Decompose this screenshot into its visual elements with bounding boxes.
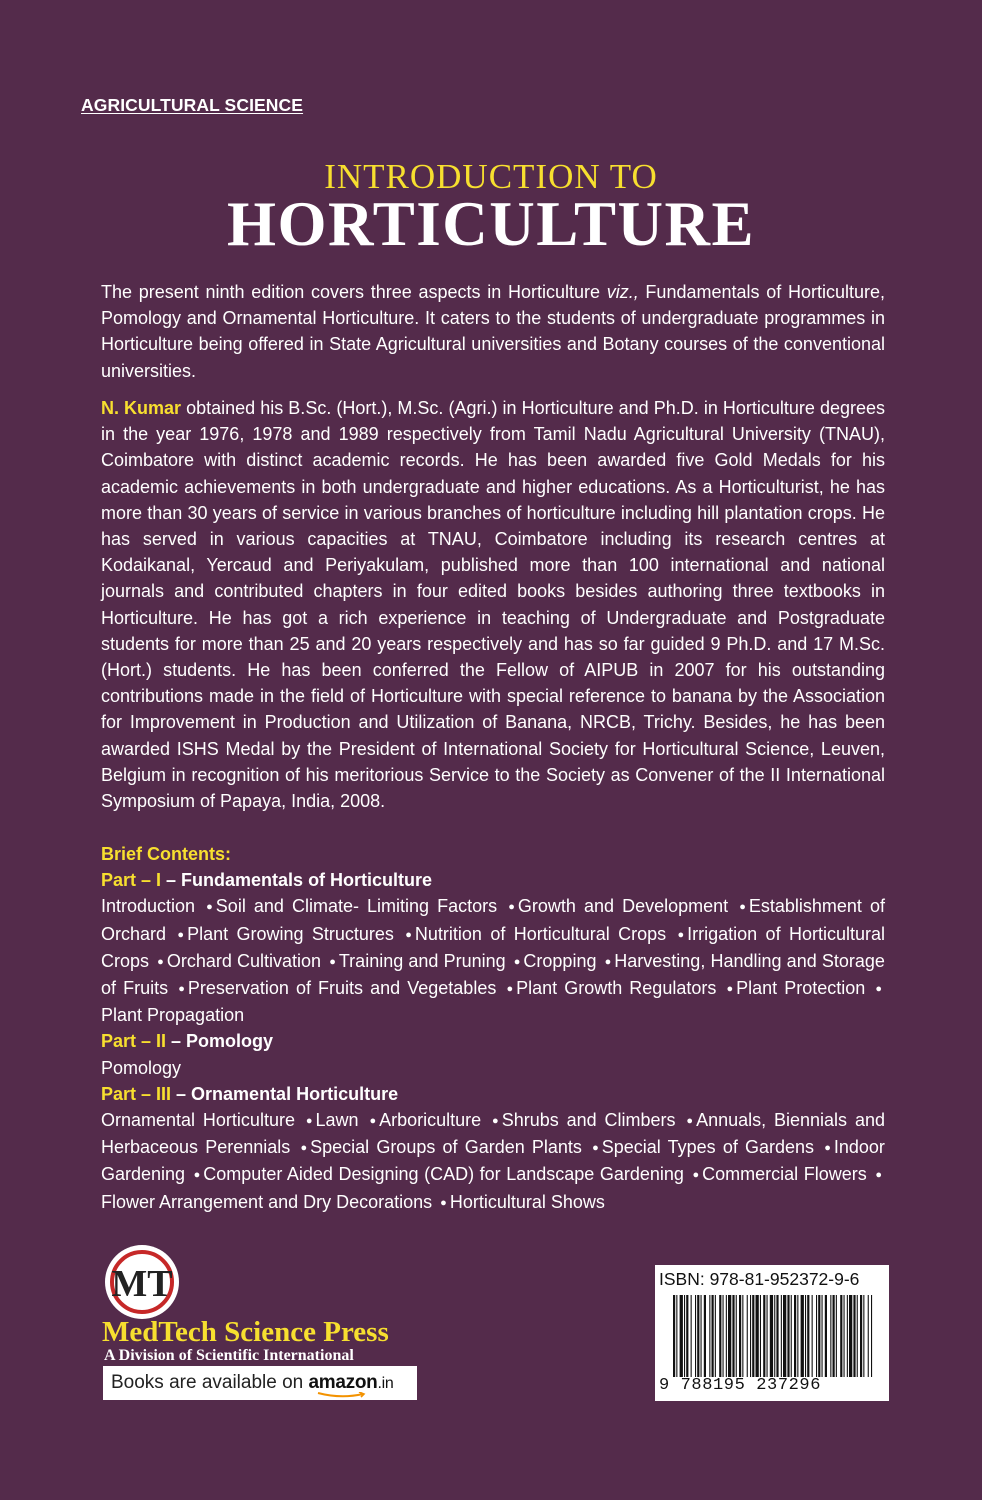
chapter-item: Nutrition of Horticultural Crops xyxy=(414,923,667,944)
chapter-item: Annuals, Biennials and Herbaceous Perennials xyxy=(101,1110,885,1158)
bullet-icon: ● xyxy=(824,1142,831,1155)
barcode-bar xyxy=(684,1295,685,1377)
bullet-icon: ● xyxy=(405,928,412,941)
chapter-item: Growth and Development xyxy=(517,896,729,917)
barcode-bar xyxy=(844,1295,845,1377)
part-title: – Fundamentals of Horticulture xyxy=(161,870,433,891)
bullet-icon: ● xyxy=(492,1115,499,1128)
bullet-icon: ● xyxy=(739,901,746,914)
barcode-bar xyxy=(770,1295,773,1377)
bullet-icon: ● xyxy=(440,1196,447,1209)
barcode-bar xyxy=(739,1295,741,1377)
bullet-icon: ● xyxy=(875,1169,882,1182)
availability-text: Books are available on xyxy=(111,1372,309,1393)
chapter-item: Training and Pruning xyxy=(338,950,506,971)
chapter-item: Plant Growing Structures xyxy=(187,923,394,944)
author-name: N. Kumar xyxy=(101,398,182,418)
barcode-bar xyxy=(822,1295,823,1377)
barcode-bar xyxy=(836,1295,837,1377)
bullet-icon: ● xyxy=(677,928,685,941)
author-bio-text: obtained his B.Sc. (Hort.), M.Sc. (Agri.) in Horticulture and Ph.D. in Horticulture degrees in the year 1976, 1978 and 1989 respectively from Tamil Nadu Agricultural University (TNAU), Coimbatore with distinct academic records. He has been awarded five Gold Medals for his academic achievements in both undergraduate and higher educations. As a Horticulturist, he has more than 30 years of service in various branches of horticulture including hill plantation crops. He has served in various capacities at TNAU, Coimbatore including its research centres at Kodaikanal, Yercaud and Periyakulam, published more than 100 international and national journals and contributed chapters in four edited books besides authoring three textbooks in Horticulture. He has got a rich experience in teaching of Undergraduate and Postgraduate students for more than 25 and 20 years respectively and has so far guided 9 Ph.D. and 17 M.Sc. (Hort.) students. He has been conferred the Fellow of AIPUB in 2007 for his outstanding contributions made in the field of Horticulture with special reference to banana by the Association for Improvement in Production and Utilization of Banana, NRCB, Trichy. Besides, he has been awarded ISHS Medal by the President of International Society for Horticultural Science, Leuven, Belgium in recognition of his meritorious Service to the Society as Convener of the II International Symposium of Papaya, India, 2008. xyxy=(101,398,886,812)
barcode-bar xyxy=(742,1295,743,1377)
author-bio xyxy=(101,395,885,814)
bullet-icon: ● xyxy=(329,955,336,968)
barcode-bar xyxy=(760,1295,761,1377)
barcode-bar xyxy=(750,1295,751,1377)
contents-heading: Brief Contents: xyxy=(101,844,231,864)
barcode-bar xyxy=(756,1295,759,1377)
barcode-bar xyxy=(818,1295,820,1377)
barcode-bar xyxy=(767,1295,768,1377)
chapter-item: Special Groups of Garden Plants xyxy=(310,1137,582,1158)
chapter-item: Orchard Cultivation xyxy=(166,950,322,971)
chapter-item: Cropping xyxy=(523,950,597,971)
bullet-icon: ● xyxy=(604,955,612,968)
barcode-bar xyxy=(763,1295,765,1377)
chapter-item: Special Types of Gardens xyxy=(601,1137,815,1158)
bullet-icon: ● xyxy=(177,928,185,941)
chapter-item: Plant Growth Regulators xyxy=(516,978,717,999)
barcode-bar xyxy=(797,1295,798,1377)
bullet-icon: ● xyxy=(300,1142,308,1155)
barcode-bar xyxy=(709,1295,710,1377)
bullet-icon: ● xyxy=(726,983,734,996)
barcode-bar xyxy=(704,1295,706,1377)
bullet-icon: ● xyxy=(508,901,515,914)
barcode-bar xyxy=(863,1295,864,1377)
chapter-item: Soil and Climate- Limiting Factors xyxy=(215,896,498,917)
barcode-bar xyxy=(840,1295,842,1377)
barcode-bar xyxy=(791,1295,792,1377)
bullet-icon: ● xyxy=(193,1169,201,1182)
bullet-icon: ● xyxy=(178,983,185,996)
chapter-item: Harvesting, Handling and Storage of Fruits xyxy=(101,950,885,999)
barcode-bar xyxy=(752,1295,754,1377)
barcode-bar xyxy=(673,1295,675,1377)
intro-paragraph xyxy=(101,279,885,384)
bullet-icon: ● xyxy=(305,1115,313,1128)
bullet-icon: ● xyxy=(686,1115,694,1128)
barcode-bar xyxy=(781,1295,782,1377)
barcode-bar xyxy=(794,1295,796,1377)
barcode-bar xyxy=(723,1295,724,1377)
chapter-item: Lawn xyxy=(315,1110,359,1131)
barcode-bar xyxy=(787,1295,789,1377)
amazon-logo: amazon.in xyxy=(308,1372,394,1393)
barcode-bar xyxy=(849,1295,852,1377)
book-title: HORTICULTURE xyxy=(226,189,756,259)
intro-viz: viz., xyxy=(606,282,639,302)
bullet-icon: ● xyxy=(513,955,521,968)
barcode-bar xyxy=(680,1295,683,1377)
chapter-item: Indoor Gardening xyxy=(101,1137,885,1185)
chapter-item: Preservation of Fruits and Vegetables xyxy=(187,978,497,999)
amazon-availability-badge xyxy=(103,1366,417,1400)
barcode-bar xyxy=(736,1295,737,1377)
chapter-item: Shrubs and Climbers xyxy=(501,1110,676,1131)
barcode-bar xyxy=(697,1295,699,1377)
barcode-bar xyxy=(726,1295,727,1377)
part-label: Part – II xyxy=(101,1031,167,1052)
part-label: Part – III xyxy=(101,1083,172,1104)
barcode-bar xyxy=(847,1295,848,1377)
barcode-bar xyxy=(830,1295,831,1377)
chapter-item: Irrigation of Horticultural Crops xyxy=(101,923,885,971)
barcode-bar xyxy=(812,1295,813,1377)
chapter-list xyxy=(101,1107,885,1216)
chapter-item: Establishment of Orchard xyxy=(101,896,885,944)
contents-part-heading xyxy=(101,1028,885,1054)
bullet-icon: ● xyxy=(692,1169,700,1182)
bullet-icon: ● xyxy=(369,1115,377,1128)
logo-letters: MT xyxy=(111,1263,173,1305)
chapter-item: Plant Protection xyxy=(736,978,866,999)
isbn-barcode-panel xyxy=(655,1265,889,1401)
chapter-item: Commercial Flowers xyxy=(702,1164,867,1185)
chapter-item: Ornamental Horticulture xyxy=(101,1110,295,1131)
brief-contents xyxy=(101,841,885,1216)
barcode-bar xyxy=(807,1295,809,1377)
publisher-logo xyxy=(103,1243,181,1321)
barcode-bar xyxy=(715,1295,716,1377)
chapter-item: Computer Aided Designing (CAD) for Landscape Gardening xyxy=(203,1164,684,1185)
barcode-bar xyxy=(691,1295,692,1377)
barcode-bar xyxy=(868,1295,869,1377)
chapter-item: Flower Arrangement and Dry Decorations xyxy=(101,1191,433,1212)
barcode-bar xyxy=(783,1295,786,1377)
intro-text-part1: The present ninth edition covers three aspects in Horticulture xyxy=(101,282,607,302)
contents-part-heading xyxy=(101,867,885,893)
barcode-bar xyxy=(825,1295,827,1377)
part-title: – Pomology xyxy=(166,1031,274,1052)
barcode-bar xyxy=(695,1295,696,1377)
publisher-division: A Division of Scientific International xyxy=(104,1347,354,1364)
chapter-item: Plant Propagation xyxy=(101,1005,245,1026)
barcode-bar xyxy=(776,1295,778,1377)
contents-parts xyxy=(101,867,885,1216)
amazon-smile-icon xyxy=(317,1392,369,1398)
barcode-bar xyxy=(712,1295,714,1377)
chapter-item: Introduction xyxy=(101,896,196,917)
barcode-bar xyxy=(871,1295,872,1377)
barcode-bar xyxy=(857,1295,858,1377)
publisher-name: MedTech Science Press xyxy=(102,1316,389,1348)
bullet-icon: ● xyxy=(206,901,213,914)
barcode-bar xyxy=(833,1295,835,1377)
barcode-bar xyxy=(676,1295,677,1377)
barcode-bar xyxy=(701,1295,702,1377)
bullet-icon: ● xyxy=(157,955,164,968)
barcode-bar xyxy=(805,1295,806,1377)
contents-part-heading xyxy=(101,1081,885,1107)
barcode-bar xyxy=(816,1295,817,1377)
isbn-label: ISBN: 978-81-952372-9-6 xyxy=(659,1269,860,1289)
barcode-bar xyxy=(747,1295,748,1377)
barcode-icon xyxy=(673,1295,873,1377)
part-title: – Ornamental Horticulture xyxy=(171,1083,399,1104)
barcode-bar xyxy=(732,1295,734,1377)
barcode-bar xyxy=(719,1295,721,1377)
category-label: AGRICULTURAL SCIENCE xyxy=(81,95,304,115)
barcode-bar xyxy=(686,1295,688,1377)
chapter-list xyxy=(101,1055,885,1081)
barcode-bar xyxy=(860,1295,862,1377)
bullet-icon: ● xyxy=(875,983,882,996)
title-line-1: INTRODUCTION TO xyxy=(324,157,658,196)
barcode-bar xyxy=(728,1295,731,1377)
barcode-digits: 9 788195 237296 xyxy=(659,1376,822,1395)
bullet-icon: ● xyxy=(592,1142,599,1155)
chapter-item: Arboriculture xyxy=(379,1110,482,1131)
chapter-item: Horticultural Shows xyxy=(449,1191,605,1212)
bullet-icon: ● xyxy=(506,983,514,996)
barcode-bar xyxy=(774,1295,775,1377)
part-label: Part – I xyxy=(101,870,162,891)
chapter-list xyxy=(101,893,885,1028)
barcode-bar xyxy=(801,1295,804,1377)
intro-text-part2: Fundamentals of Horticulture, Pomology and Ornamental Horticulture. It caters to the students of undergraduate programmes in Horticulture being offered in State Agricultural universities and Botany courses of the conventional universities. xyxy=(101,282,885,381)
chapter-item: Pomology xyxy=(101,1057,182,1078)
barcode-bar xyxy=(853,1295,855,1377)
